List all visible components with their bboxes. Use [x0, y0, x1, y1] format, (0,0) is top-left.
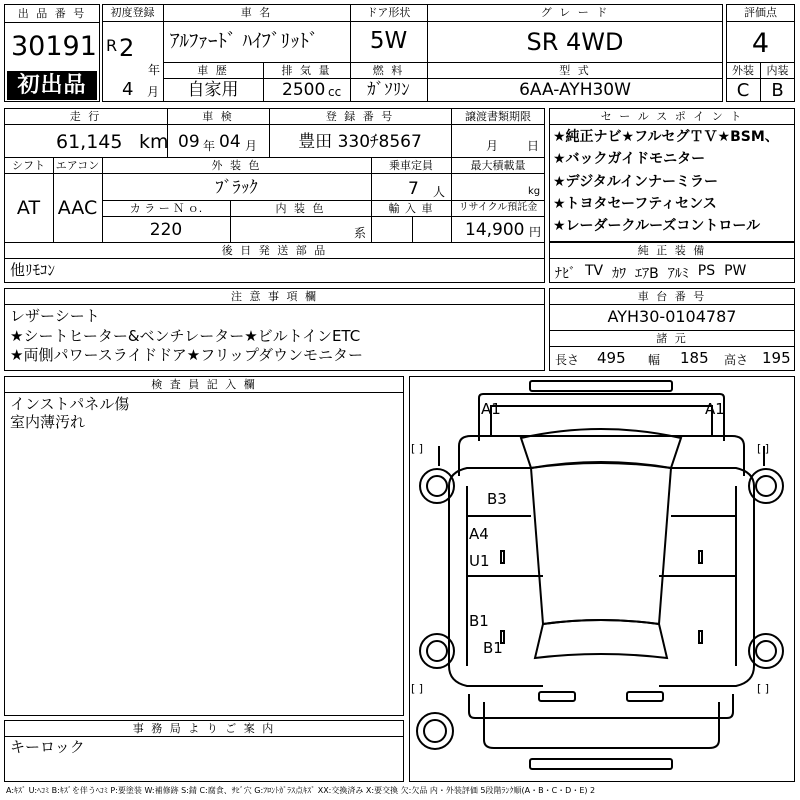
door-type: 5W: [369, 28, 408, 54]
bracket-left-lower: [ ]: [411, 682, 424, 695]
equipment-item: ﾅﾋﾞ: [555, 266, 576, 282]
displacement-label: 排 気 量: [281, 64, 332, 77]
notes-line-2: ★シートヒーター&ベンチレーター★ビルトインETC: [10, 327, 361, 345]
reg-no: 豊田 330ﾁ8567: [298, 132, 422, 152]
score: 4: [751, 28, 770, 59]
equipment-item: PW: [724, 263, 747, 279]
first-reg-label: 初度登録: [110, 6, 155, 19]
bracket-left-upper: [ ]: [411, 442, 424, 455]
grade-label: グ レ ー ド: [540, 6, 610, 19]
model-code: 6AA-AYH30W: [519, 80, 631, 100]
damage-mark-a4: A4: [469, 525, 489, 543]
sales-points-label: セ ー ル ス ポ イ ン ト: [600, 110, 744, 123]
recycle-label: リサイクル預託金: [458, 202, 538, 213]
ac: AAC: [57, 197, 98, 219]
recycle-unit: 円: [529, 225, 542, 239]
ext-grade: C: [736, 80, 750, 101]
int-grade: B: [771, 80, 784, 101]
inspection-label: 車 検: [202, 110, 234, 123]
equipment-item: ｶﾜ: [612, 266, 627, 282]
history-label: 車 歴: [197, 64, 229, 77]
inspection-month: 04: [219, 132, 241, 152]
notes-label: 注 意 事 項 欄: [231, 290, 318, 303]
transfer-month-unit: 月: [486, 139, 499, 153]
car-name: ｱﾙﾌｧｰﾄﾞ ﾊｲﾌﾞﾘｯﾄﾞ: [170, 30, 319, 52]
damage-mark-u1: U1: [469, 552, 490, 570]
office-text: キーロック: [10, 738, 85, 756]
equipment-item: PS: [697, 263, 716, 279]
shift-label: シフト: [12, 159, 45, 172]
equipment-item: TV: [585, 263, 604, 279]
capacity-unit: 人: [433, 185, 446, 199]
width: 185: [680, 349, 709, 367]
model-label: 型 式: [559, 64, 591, 77]
first-reg-year: 2: [119, 34, 135, 62]
length: 495: [597, 349, 626, 367]
first-reg-month: 4: [122, 79, 134, 100]
interior-color-unit: 系: [354, 226, 367, 240]
notes-line-3: ★両側パワースライドドア★フリップダウンモニター: [10, 346, 363, 364]
mileage-label: 走 行: [69, 110, 102, 123]
lot-number: 30191: [11, 31, 97, 62]
legend: A:ｷｽﾞ U:ﾍｺﾐ B:ｷｽﾞを伴うﾍｺﾐ P:要塗装 W:補修跡 S:錆 C:腐食、ｻﾋﾞ穴 G:ﾌﾛﾝﾄｶﾞﾗｽ点ｷｽﾞ XX:交換済み X:要交換 欠:欠品 内・外装評価 5段階ﾗﾝｸ順(A・B・C・D・E) 2: [6, 786, 596, 795]
color-no: 220: [149, 220, 183, 240]
height-label: 高さ: [724, 353, 749, 367]
car-diagram: [409, 376, 795, 782]
sales-point-2: ★バックガイドモニター: [553, 151, 706, 167]
exterior-color-label: 外 装 色: [211, 159, 262, 172]
exterior-color: ﾌﾞﾗｯｸ: [215, 178, 258, 198]
capacity: 7: [408, 179, 419, 199]
inspector-label: 検 査 員 記 入 欄: [151, 378, 257, 391]
year-unit: 年: [148, 63, 161, 77]
sales-point-4: ★トヨタセーフティセンス: [553, 196, 717, 212]
inspector-line-2: 室内薄汚れ: [10, 413, 86, 431]
transfer-day-unit: 日: [527, 139, 540, 153]
inspector-line-1: インストパネル傷: [10, 395, 130, 413]
notes-line-1: レザーシート: [10, 307, 100, 325]
int-label: 内装: [766, 64, 789, 77]
displacement-unit: cc: [328, 85, 342, 99]
inspection-year-unit: 年: [203, 139, 216, 153]
era: R: [106, 36, 118, 55]
damage-mark-a1-right: A1: [705, 400, 725, 418]
ext-label: 外装: [732, 64, 754, 77]
chassis-number: AYH30-0104787: [607, 307, 737, 326]
mileage-unit: km: [139, 131, 169, 153]
length-label: 長さ: [555, 353, 580, 367]
damage-mark-a1-left: A1: [481, 400, 501, 418]
car-name-label: 車 名: [240, 6, 273, 19]
later-parts-label: 後 日 発 送 部 品: [221, 244, 328, 257]
mileage: 61,145: [56, 131, 123, 153]
fuel: ｶﾞｿﾘﾝ: [367, 80, 410, 100]
sales-point-1: ★純正ナビ★フルセグＴＶ★BSM、: [553, 129, 779, 145]
equipment-list: [555, 263, 791, 281]
sales-point-3: ★デジタルインナーミラー: [553, 174, 719, 190]
damage-mark-b3: B3: [487, 490, 507, 508]
sales-point-5: ★レーダークルーズコントロール: [553, 218, 761, 234]
inspection-year: 09: [178, 132, 200, 152]
transfer-label: 譲渡書類期限: [465, 110, 531, 123]
ac-label: エアコン: [55, 159, 100, 172]
door-label: ドア形状: [366, 6, 411, 19]
interior-color-label: 内 装 色: [275, 202, 326, 215]
chassis-label: 車 台 番 号: [637, 290, 707, 303]
max-load-label: 最大積載量: [470, 159, 526, 172]
dims-label: 諸 元: [656, 332, 688, 345]
displacement: 2500: [282, 80, 326, 100]
recycle-fee: 14,900: [465, 220, 525, 240]
grade: SR 4WD: [526, 28, 624, 56]
shift: AT: [16, 197, 41, 219]
equipment-item: ｴｱB: [635, 266, 659, 282]
history: 自家用: [187, 80, 239, 100]
lot-number-label: 出 品 番 号: [17, 7, 87, 20]
later-parts: 他ﾘﾓｺﾝ: [10, 261, 56, 279]
equipment-label: 純 正 装 備: [637, 244, 707, 257]
first-listing-badge: 初出品: [7, 71, 97, 100]
equipment-item: ｱﾙﾐ: [667, 266, 689, 282]
fuel-label: 燃 料: [372, 64, 405, 77]
bracket-right-upper: [ ]: [757, 442, 770, 455]
height: 195: [762, 349, 791, 367]
reg-no-label: 登 録 番 号: [325, 110, 395, 123]
import-label: 輸 入 車: [388, 202, 434, 215]
lot-number-cell: [4, 4, 100, 102]
office-label: 事 務 局 よ り ご 案 内: [132, 722, 276, 735]
inspection-month-unit: 月: [245, 139, 258, 153]
score-label: 評価点: [744, 6, 777, 19]
month-unit: 月: [147, 85, 160, 99]
damage-mark-b1-fender: B1: [483, 639, 503, 657]
color-no-label: カ ラ ー Ｎ ｏ.: [129, 202, 203, 215]
damage-mark-b1-door: B1: [469, 612, 489, 630]
width-label: 幅: [648, 353, 661, 367]
max-load-unit: kg: [528, 186, 541, 197]
bracket-right-lower: [ ]: [757, 682, 770, 695]
capacity-label: 乗車定員: [389, 159, 433, 172]
